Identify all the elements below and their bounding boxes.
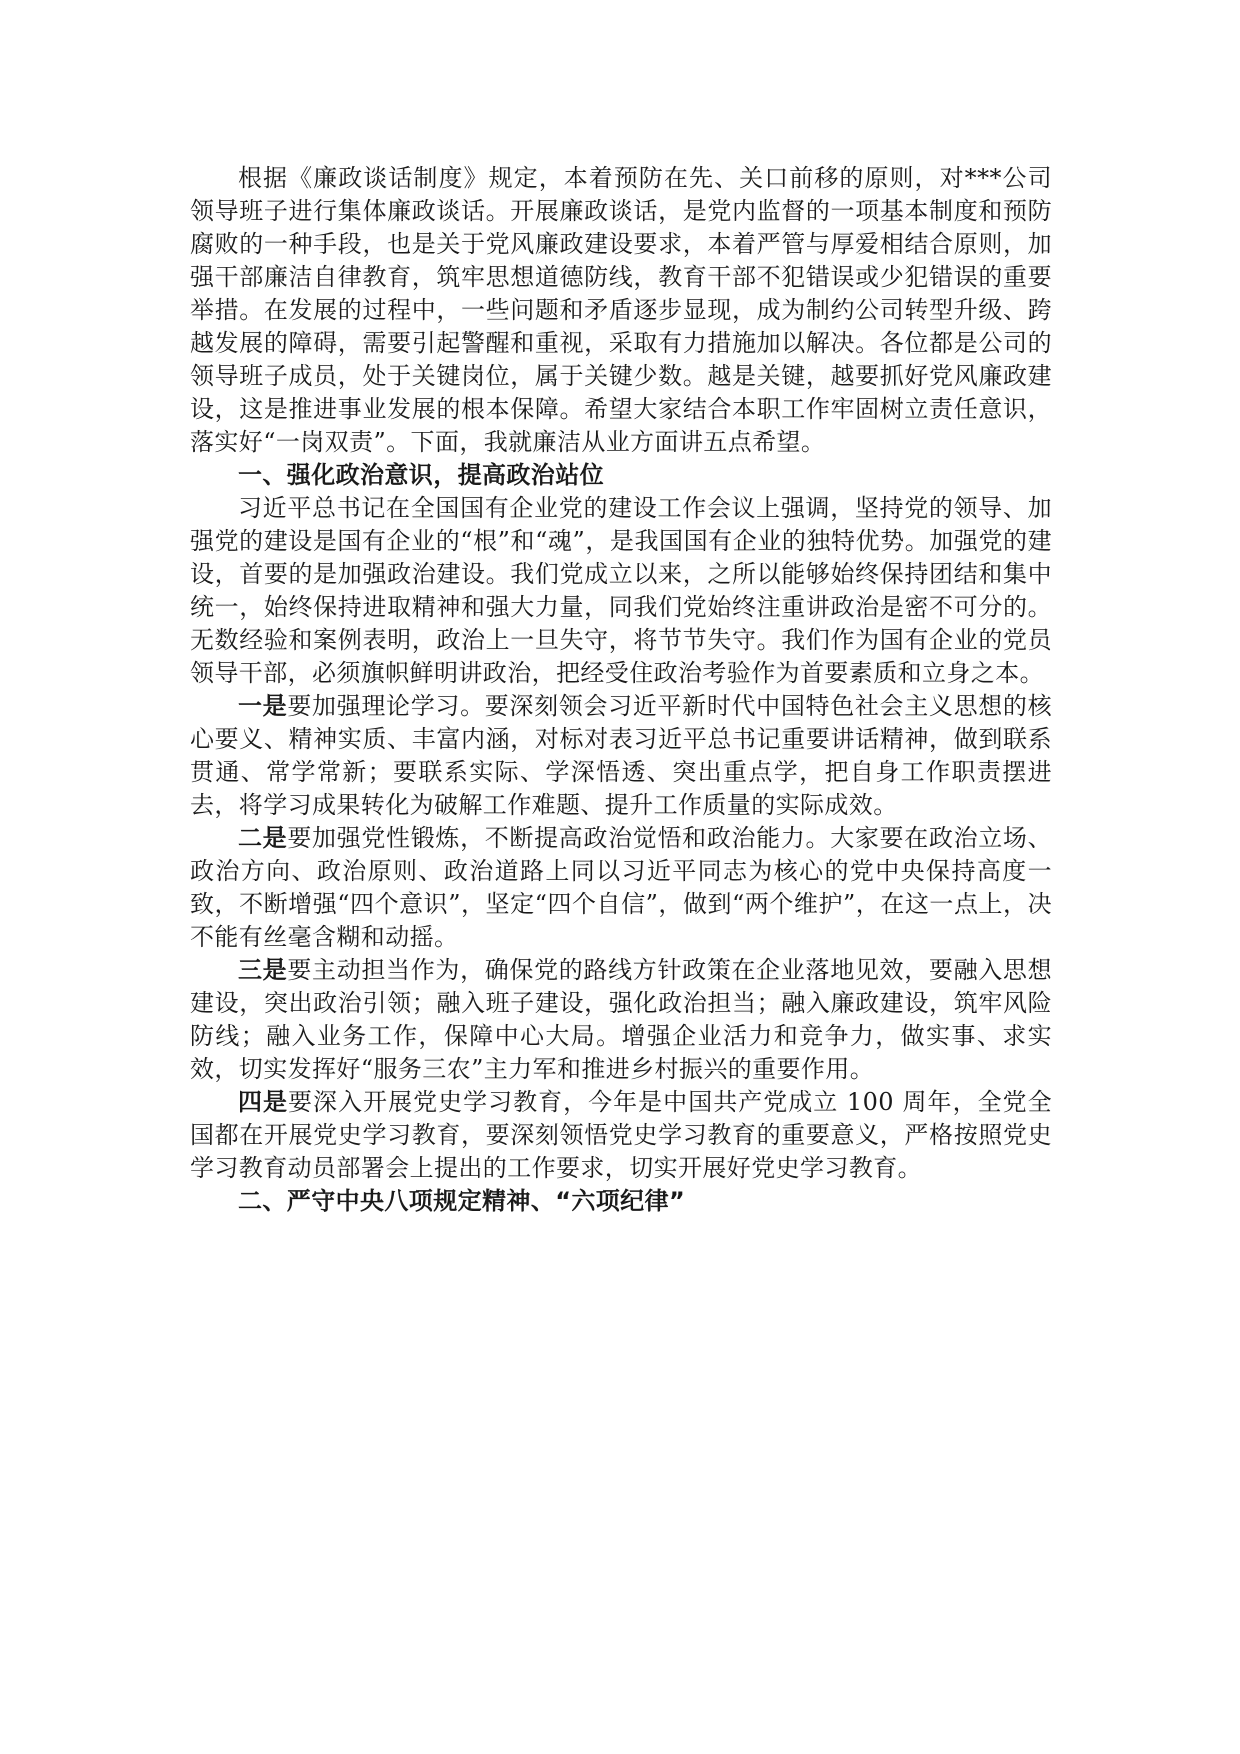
point-text-2: 要加强党性锻炼，不断提高政治觉悟和政治能力。大家要在政治立场、政治方向、政治原则、政治道路上同以习近平同志为核心的党中央保持高度一致，不断增强“四个意识”，坚定“四个自信”，做到“两个维护”，在这一点上，决不能有丝毫含糊和动摇。 bbox=[190, 824, 1052, 951]
point-paragraph-4 bbox=[190, 1086, 1052, 1185]
point-lead-1: 一是 bbox=[238, 692, 288, 720]
section-1-body: 习近平总书记在全国国有企业党的建设工作会议上强调，坚持党的领导、加强党的建设是国有企业的“根”和“魂”，是我国国有企业的独特优势。加强党的建设，首要的是加强政治建设。我们党成立以来，之所以能够始终保持团结和集中统一，始终保持进取精神和强大力量，同我们党始终注重讲政治是密不可分的。无数经验和案例表明，政治上一旦失守，将节节失守。我们作为国有企业的党员领导干部，必须旗帜鲜明讲政治，把经受住政治考验作为首要素质和立身之本。 bbox=[190, 494, 1052, 687]
point-text-3: 要主动担当作为，确保党的路线方针政策在企业落地见效，要融入思想建设，突出政治引领；融入班子建设，强化政治担当；融入廉政建设，筑牢风险防线；融入业务工作，保障中心大局。增强企业活力和竞争力，做实事、求实效，切实发挥好“服务三农”主力军和推进乡村振兴的重要作用。 bbox=[190, 956, 1052, 1083]
point-lead-2: 二是 bbox=[238, 824, 288, 852]
section-heading-2: 二、严守中央八项规定精神、“六项纪律” bbox=[238, 1187, 686, 1215]
document-body bbox=[190, 162, 1052, 1218]
point-text-4: 要深入开展党史学习教育，今年是中国共产党成立 100 周年，全党全国都在开展党史学习教育，要深刻领悟党史学习教育的重要意义，严格按照党史学习教育动员部署会上提出的工作要求，切实开展好党史学习教育。 bbox=[190, 1088, 1052, 1182]
point-paragraph-1 bbox=[190, 690, 1052, 822]
point-text-1: 要加强理论学习。要深刻领会习近平新时代中国特色社会主义思想的核心要义、精神实质、丰富内涵，对标对表习近平总书记重要讲话精神，做到联系贯通、常学常新；要联系实际、学深悟透、突出重点学，把自身工作职责摆进去，将学习成果转化为破解工作难题、提升工作质量的实际成效。 bbox=[190, 692, 1052, 819]
point-paragraph-2 bbox=[190, 822, 1052, 954]
point-lead-4: 四是 bbox=[238, 1088, 289, 1116]
intro-paragraph: 根据《廉政谈话制度》规定，本着预防在先、关口前移的原则，对***公司领导班子进行集体廉政谈话。开展廉政谈话，是党内监督的一项基本制度和预防腐败的一种手段，也是关于党风廉政建设要求，本着严管与厚爱相结合原则，加强干部廉洁自律教育，筑牢思想道德防线，教育干部不犯错误或少犯错误的重要举措。在发展的过程中，一些问题和矛盾逐步显现，成为制约公司转型升级、跨越发展的障碍，需要引起警醒和重视，采取有力措施加以解决。各位都是公司的领导班子成员，处于关键岗位，属于关键少数。越是关键，越要抓好党风廉政建设，这是推进事业发展的根本保障。希望大家结合本职工作牢固树立责任意识，落实好“一岗双责”。下面，我就廉洁从业方面讲五点希望。 bbox=[190, 164, 1052, 456]
section-heading-1: 一、强化政治意识，提高政治站位 bbox=[238, 461, 604, 489]
point-paragraph-3 bbox=[190, 954, 1052, 1086]
point-lead-3: 三是 bbox=[238, 956, 288, 984]
